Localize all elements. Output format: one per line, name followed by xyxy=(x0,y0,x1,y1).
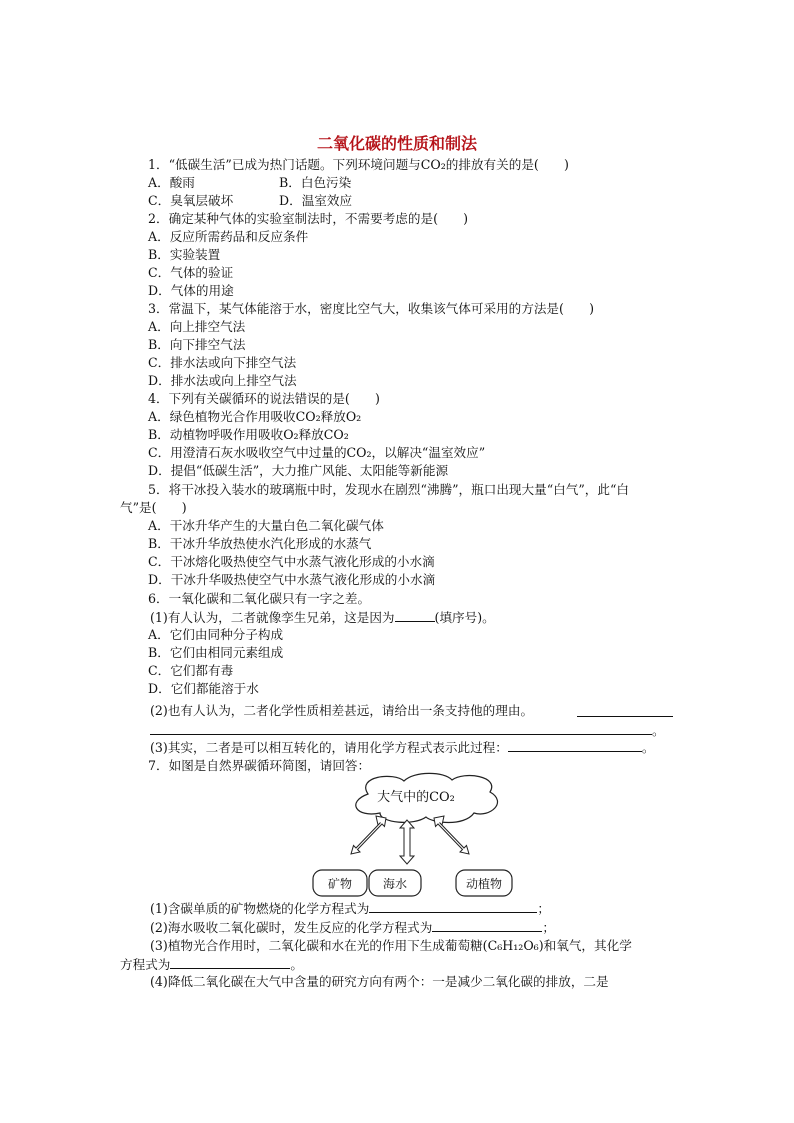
answer-blank[interactable] xyxy=(432,918,542,932)
question-5-option-b: B．干冰升华放热使水汽化形成的水蒸气 xyxy=(148,536,372,551)
question-2-stem: 2．确定某种气体的实验室制法时，不需要考虑的是( ) xyxy=(148,211,469,226)
question-5-stem-line1: 5．将干冰投入装水的玻璃瓶中时，发现水在剧烈“沸腾”，瓶口出现大量“白气”，此“白 xyxy=(148,482,629,497)
question-4-option-b: B．动植物呼吸作用吸收O₂释放CO₂ xyxy=(148,427,349,442)
question-1-option-c: C．臭氧层破坏 xyxy=(148,193,234,208)
question-7-part-1-text: (1)含碳单质的矿物燃烧的化学方程式为 xyxy=(150,901,370,916)
question-5-option-c: C．干冰熔化吸热使空气中水蒸气液化形成的小水滴 xyxy=(148,554,435,569)
question-6-part-3 xyxy=(150,738,654,757)
answer-blank[interactable] xyxy=(369,899,537,913)
question-3-option-c: C．排水法或向下排空气法 xyxy=(148,355,297,370)
question-7-part-4: (4)降低二氧化碳在大气中含量的研究方向有两个：一是减少二氧化碳的排放，二是 xyxy=(150,974,609,989)
question-6-stem: 6．一氧化碳和二氧化碳只有一字之差。 xyxy=(148,591,371,606)
question-3-option-a: A．向上排空气法 xyxy=(148,319,246,334)
question-3-option-b: B．向下排空气法 xyxy=(148,337,246,352)
question-6-part-1-text: (1)有人认为，二者就像孪生兄弟，这是因为 xyxy=(150,610,395,625)
question-5-stem-line2: 气”是( ) xyxy=(120,500,187,515)
question-7-part-3-line1: (3)植物光合作用时，二氧化碳和水在光的作用下生成葡萄糖(C₆H₁₂O₆)和氧气，其化学 xyxy=(150,938,632,953)
question-7-part-3-line2 xyxy=(120,955,303,974)
answer-blank[interactable] xyxy=(508,738,642,752)
question-1-option-b: B．白色污染 xyxy=(279,175,352,190)
box-seawater-label: 海水 xyxy=(382,877,408,891)
cloud-label: 大气中的CO₂ xyxy=(377,790,455,805)
question-7-part-2-text: (2)海水吸收二氧化碳时，发生反应的化学方程式为 xyxy=(150,920,433,935)
answer-blank[interactable] xyxy=(577,716,673,717)
question-7-part-1 xyxy=(150,899,550,918)
page-title: 二氧化碳的性质和制法 xyxy=(316,134,477,153)
question-2-option-d: D．气体的用途 xyxy=(148,283,234,298)
question-6-part-1 xyxy=(150,608,495,627)
question-7-part-1-end: ； xyxy=(537,901,550,916)
question-7-part-3-end: 。 xyxy=(290,957,303,972)
answer-blank[interactable] xyxy=(150,734,652,735)
question-5-option-a: A．干冰升华产生的大量白色二氧化碳气体 xyxy=(148,518,384,533)
box-animals-plants xyxy=(448,868,514,898)
answer-blank[interactable] xyxy=(395,608,435,622)
question-2-option-c: C．气体的验证 xyxy=(148,265,234,280)
box-minerals-label: 矿物 xyxy=(327,877,353,891)
question-1-stem: 1．“低碳生活”已成为热门话题。下列环境问题与CO₂的排放有关的是( ) xyxy=(148,157,569,172)
question-6-part-2-end: 。 xyxy=(652,723,665,738)
question-5-option-d: D．干冰升华吸热使空气中水蒸气液化形成的小水滴 xyxy=(148,572,436,587)
answer-blank[interactable] xyxy=(170,955,290,969)
box-animals-plants-label: 动植物 xyxy=(465,877,503,891)
double-arrow-icon xyxy=(351,816,386,854)
question-6-option-c: C．它们都有毒 xyxy=(148,663,234,678)
question-6-option-b: B．它们由相同元素组成 xyxy=(148,645,284,660)
question-4-option-c: C．用澄清石灰水吸收空气中过量的CO₂，以解决“温室效应” xyxy=(148,445,486,460)
question-6-option-a: A．它们由同种分子构成 xyxy=(148,627,284,642)
question-6-part-3-end: 。 xyxy=(641,740,655,755)
question-4-option-a: A．绿色植物光合作用吸收CO₂释放O₂ xyxy=(148,409,362,424)
question-2-option-a: A．反应所需药品和反应条件 xyxy=(148,229,309,244)
question-7-stem: 7．如图是自然界碳循环简图，请回答： xyxy=(148,758,371,773)
question-6-part-1-suffix: (填序号)。 xyxy=(434,610,495,625)
question-1-option-d: D．温室效应 xyxy=(279,193,353,208)
question-1-option-a: A．酸雨 xyxy=(148,175,195,190)
question-4-stem: 4．下列有关碳循环的说法错误的是( ) xyxy=(148,391,380,406)
question-6-option-d: D．它们都能溶于水 xyxy=(148,681,259,696)
question-2-option-b: B．实验装置 xyxy=(148,247,221,262)
question-4-option-d: D．提倡“低碳生活”，大力推广风能、太阳能等新能源 xyxy=(148,463,449,478)
question-7-part-2-end: ； xyxy=(542,920,555,935)
question-6-part-2: (2)也有人认为，二者化学性质相差甚远，请给出一条支持他的理由。 xyxy=(150,703,534,718)
question-6-part-3-text: (3)其实，二者是可以相互转化的，请用化学方程式表示此过程： xyxy=(150,740,508,755)
question-7-part-3-text: 方程式为 xyxy=(120,957,171,972)
question-3-option-d: D．排水法或向上排空气法 xyxy=(148,373,297,388)
question-7-part-2 xyxy=(150,918,555,937)
question-3-stem: 3．常温下，某气体能溶于水，密度比空气大，收集该气体可采用的方法是( ) xyxy=(148,301,595,316)
double-arrow-icon xyxy=(400,820,414,864)
